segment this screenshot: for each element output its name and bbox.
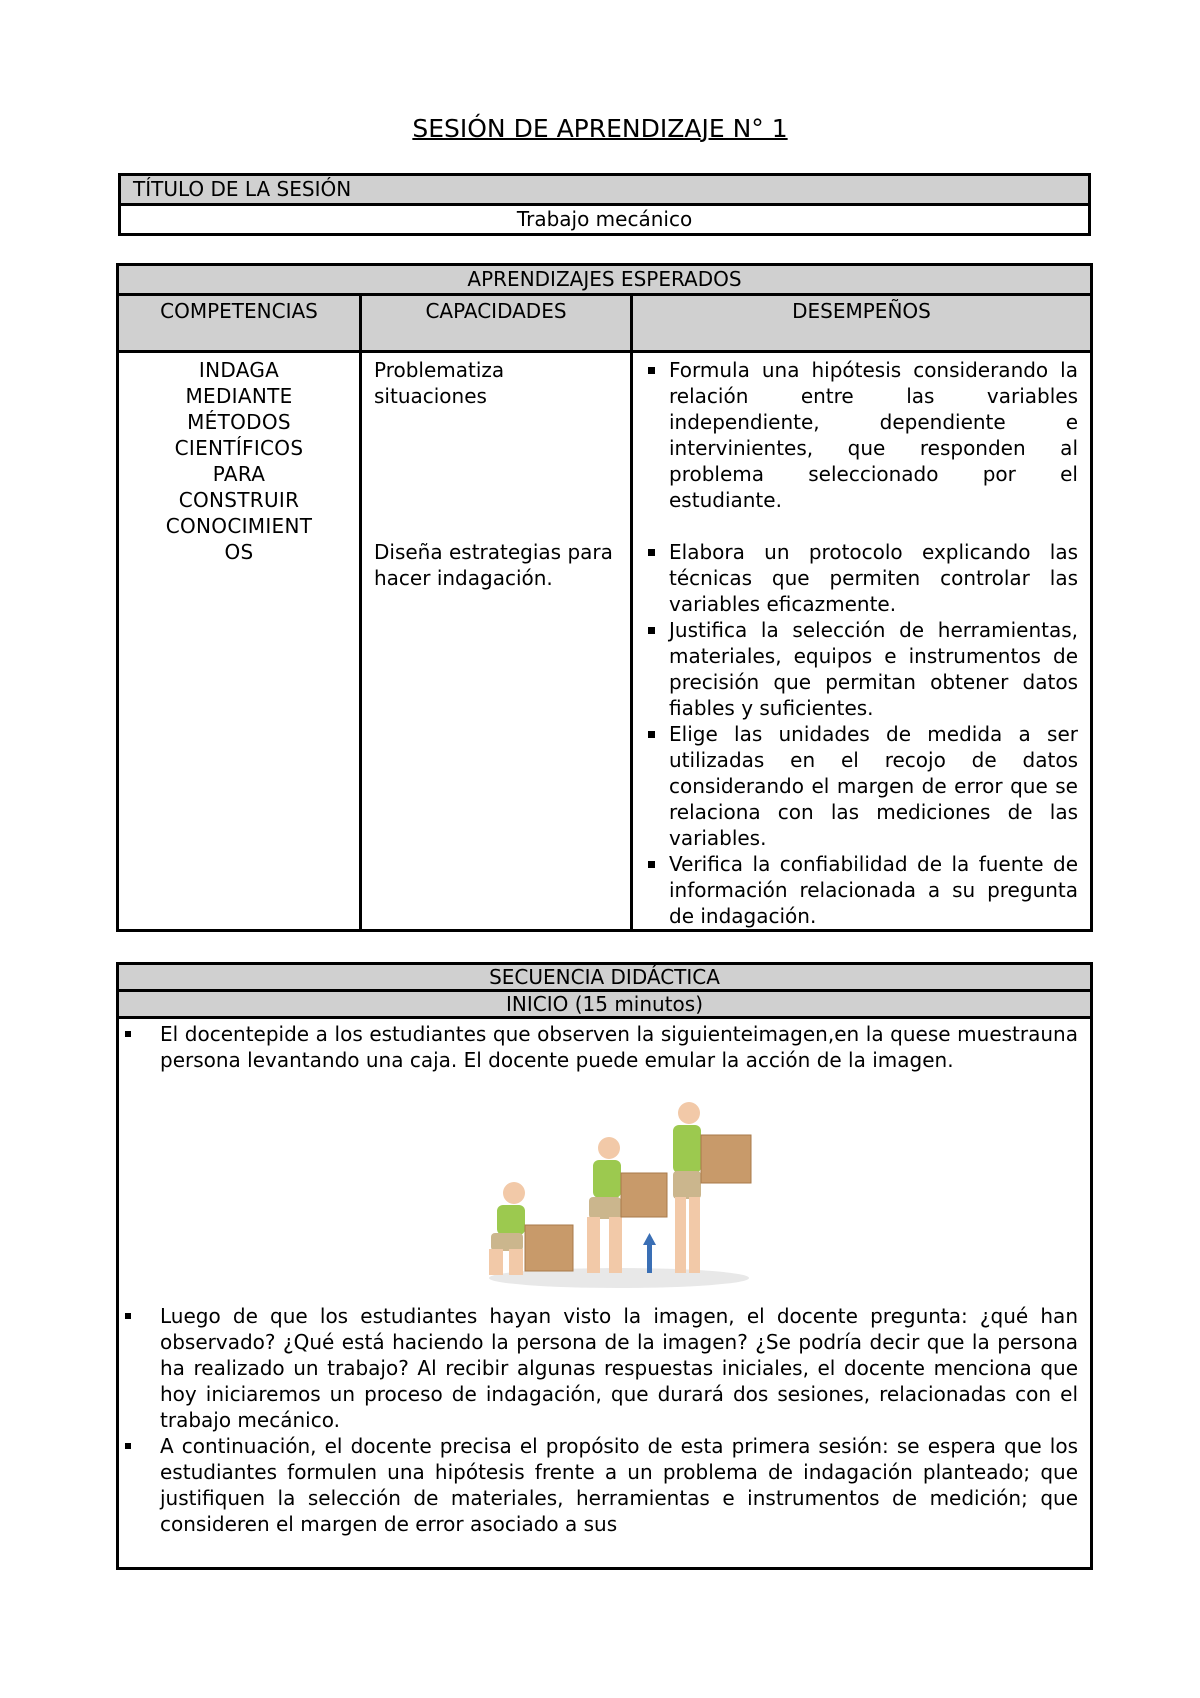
sequence-item: Luego de que los estudiantes hayan visto la imagen, el docente pregunta: ¿qué han observado? ¿Qué está haciendo la persona de la imagen? ¿Se podría decir que la persona ha realizado un trabajo? Al recibir algunas respuestas iniciales, el docente menciona que hoy iniciaremos un proceso de indagación, que durará dos sesiones, relacionadas con el trabajo mecánico. — [119, 1303, 1078, 1433]
desempeno-item: Verifica la confiabilidad de la fuente de información relacionada a su pregunta de indagación. — [645, 851, 1078, 929]
session-title-label: TÍTULO DE LA SESIÓN — [120, 175, 1090, 205]
desempeno-item: Elabora un protocolo explicando las técnicas que permiten controlar las variables eficazmente. — [645, 539, 1078, 617]
capacidades-cell — [361, 352, 632, 931]
session-title-value: Trabajo mecánico — [120, 205, 1090, 235]
competencia-line: CONOCIMIENT — [165, 514, 313, 538]
sequence-item: El docentepide a los estudiantes que observen la siguienteimagen,en la quese muestrauna persona levantando una caja. El docente puede emular la acción de la imagen. — [119, 1021, 1078, 1073]
capacidad-item: Problematiza situaciones — [374, 358, 505, 408]
learning-section-header: APRENDIZAJES ESPERADOS — [118, 265, 1092, 295]
page-title: SESIÓN DE APRENDIZAJE N° 1 — [412, 114, 788, 143]
col-capacidades-header: CAPACIDADES — [361, 295, 632, 352]
lifting-box-illustration — [119, 1073, 1078, 1303]
competencia-line: INDAGA — [198, 358, 280, 382]
desempeno-item: Formula una hipótesis considerando la relación entre las variables independiente, dependiente e intervinientes, que responden al problema seleccionado por el estudiante. — [645, 357, 1078, 513]
competencia-line: CONSTRUIR — [178, 488, 300, 512]
competencia-line: PARA — [212, 462, 266, 486]
sequence-item: A continuación, el docente precisa el propósito de esta primera sesión: se espera que los estudiantes formulen una hipótesis frente a un problema de indagación planteado; que justifiquen la selección de materiales, herramientas e instrumentos de medición; que consideren el margen de error asociado a sus — [119, 1433, 1078, 1537]
col-competencias-header: COMPETENCIAS — [118, 295, 361, 352]
inicio-header: INICIO (15 minutos) — [118, 991, 1092, 1018]
desempeno-item: Justifica la selección de herramientas, materiales, equipos e instrumentos de precisión que permitan obtener datos fiables y suficientes. — [645, 617, 1078, 721]
capacidad-item: Diseña estrategias para hacer indagación. — [374, 540, 613, 590]
session-title-table — [118, 173, 1091, 236]
person-lifting-box-image — [469, 1093, 769, 1293]
desempenos-cell — [632, 352, 1092, 931]
competencia-line: OS — [224, 540, 254, 564]
desempeno-item: Elige las unidades de medida a ser utilizadas en el recojo de datos considerando el margen de error que se relaciona con las mediciones de las variables. — [645, 721, 1078, 851]
sequence-section-header: SECUENCIA DIDÁCTICA — [118, 964, 1092, 991]
col-desempenos-header: DESEMPEÑOS — [632, 295, 1092, 352]
inicio-body — [118, 1018, 1092, 1569]
competencia-cell — [118, 352, 361, 931]
competencia-line: MEDIANTE — [185, 384, 293, 408]
competencia-line: CIENTÍFICOS — [174, 436, 304, 460]
sequence-table — [116, 962, 1093, 1570]
competencia-line: MÉTODOS — [187, 410, 291, 434]
learning-table — [116, 263, 1093, 932]
